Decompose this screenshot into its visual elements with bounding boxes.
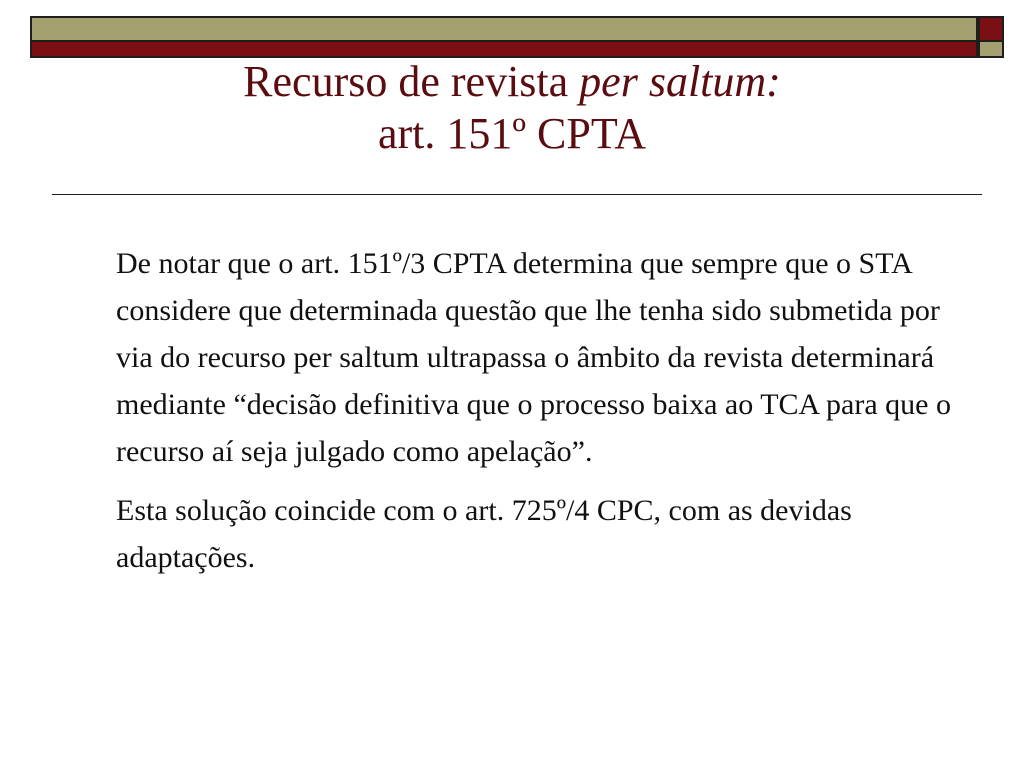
body-paragraph-1: De notar que o art. 151º/3 CPTA determina que sempre que o STA considere que determinada questão que lhe tenha sido submetida por via do recurso per saltum ultrapassa o âmbito da revista determinará mediante “decisão definitiva que o processo baixa ao TCA para que o recurso aí seja julgado como apelação”. xyxy=(116,247,951,468)
title-divider xyxy=(52,194,982,195)
title-line1-normal: Recurso de revista xyxy=(243,57,580,106)
header-olive-bar xyxy=(30,16,978,42)
body-paragraph-2: Esta solução coincide com o art. 725º/4 CPC, com as devidas adaptações. xyxy=(116,494,852,574)
header-red-square xyxy=(978,16,1004,42)
title-line1-italic: per saltum: xyxy=(579,57,781,106)
title-line2: art. 151º CPTA xyxy=(378,109,646,158)
slide-title xyxy=(0,56,1024,160)
slide-body xyxy=(116,240,976,581)
